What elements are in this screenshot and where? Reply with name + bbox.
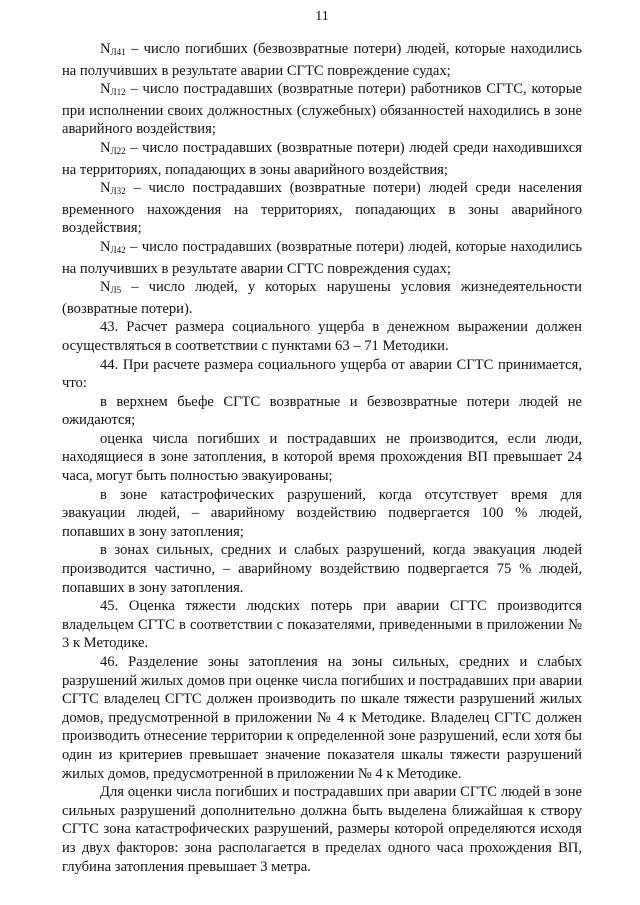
clause-46: 46. Разделение зоны затопления на зоны сильных, средних и слабых разрушений жилых домов при оценке числа погибших и пострадавших при аварии СГТС владелец СГТС должен производить по шкале тяжести разрушений жилых домов, предусмотренной в приложении № 4 к Методике. Владелец СГТС должен производить отнесение территории к определенной зоне разрушений, если хотя бы один из критериев превышает значение показателя шкалы тяжести разрушений жилых домов, предусмотренной в приложении № 4 к Методике. [62, 654, 582, 782]
paragraph-nl5 [62, 278, 582, 318]
clause-44: 44. При расчете размера социального ущерба от аварии СГТС принимается, что: [62, 356, 582, 392]
paragraph-text: – число людей, у которых нарушены условия жизнедеятельности (возвратные потери). [62, 279, 582, 317]
variable-symbol: N [100, 279, 111, 296]
variable-subscript: Л32 [110, 186, 126, 197]
variable-subscript: Л42 [110, 244, 126, 255]
clause-44-item-evacuation: оценка числа погибших и пострадавших не производится, если люди, находящиеся в зоне затопления, в которой время прохождения ВП превышает 24 часа, могут быть полностью эвакуированы; [62, 430, 582, 485]
paragraph-nl22 [62, 139, 582, 179]
paragraph-nl41 [62, 40, 582, 80]
variable-subscript: Л22 [110, 145, 126, 156]
paragraph-nl32 [62, 179, 582, 238]
clause-44-item-catastrophic: в зоне катастрофических разрушений, когда отсутствует время для эвакуации людей, – аварийному воздействию подвергается 100 % людей, попавших в зону затопления; [62, 486, 582, 540]
paragraph-text: – число пострадавших (возвратные потери) людей среди населения временного нахождения на территориях, попадающих в зоны аварийного воздействия; [62, 180, 582, 237]
variable-symbol: N [100, 238, 111, 255]
clause-44-item-upper-pool: в верхнем бьефе СГТС возвратные и безвозвратные потери людей не ожидаются; [62, 393, 582, 429]
variable-symbol: N [100, 180, 111, 197]
clause-46-continuation: Для оценки числа погибших и пострадавших при аварии СГТС людей в зоне сильных разрушений дополнительно должна быть выделена ближайшая к створу СГТС зона катастрофических разрушений, размеры которой определяются исходя из двух факторов: зона располагается в пределах одного часа прохождения ВП, глубина затопления превышает 3 метра. [62, 784, 582, 875]
clause-44-item-partial: в зонах сильных, средних и слабых разрушений, когда эвакуация людей производится частично, – аварийному воздействию подвергается 75 % людей, попавших в зону затопления. [62, 542, 582, 596]
page-number: 11 [315, 9, 329, 24]
body-text [62, 40, 582, 876]
variable-subscript: Л5 [110, 285, 122, 296]
paragraph-text: – число погибших (безвозвратные потери) людей, которые находились на получивших в результате аварии СГТС повреждение судах; [62, 41, 582, 79]
variable-symbol: N [100, 139, 111, 156]
clause-43: 43. Расчет размера социального ущерба в денежном выражении должен осуществляться в соответствии с пунктами 63 – 71 Методики. [62, 319, 582, 354]
variable-symbol: N [100, 41, 111, 57]
paragraph-text: – число пострадавших (возвратные потери) людей среди находившихся на территориях, попадающих в зоны аварийного воздействия; [62, 139, 582, 178]
variable-subscript: Л12 [110, 87, 126, 98]
clause-45: 45. Оценка тяжести людских потерь при аварии СГТС производится владельцем СГТС в соответствии с показателями, приведенными в приложении № 3 к Методике. [62, 598, 582, 652]
paragraph-nl42 [62, 238, 582, 278]
paragraph-text: – число пострадавших (возвратные потери) работников СГТС, которые при исполнении своих должностных (служебных) обязанностей находились в зоне аварийного воздействия; [62, 81, 582, 138]
paragraph-nl12 [62, 80, 582, 139]
variable-symbol: N [100, 81, 111, 98]
variable-subscript: Л41 [110, 47, 126, 57]
paragraph-text: – число пострадавших (возвратные потери) людей, которые находились на получивших в результате аварии СГТС повреждения судах; [62, 238, 582, 277]
